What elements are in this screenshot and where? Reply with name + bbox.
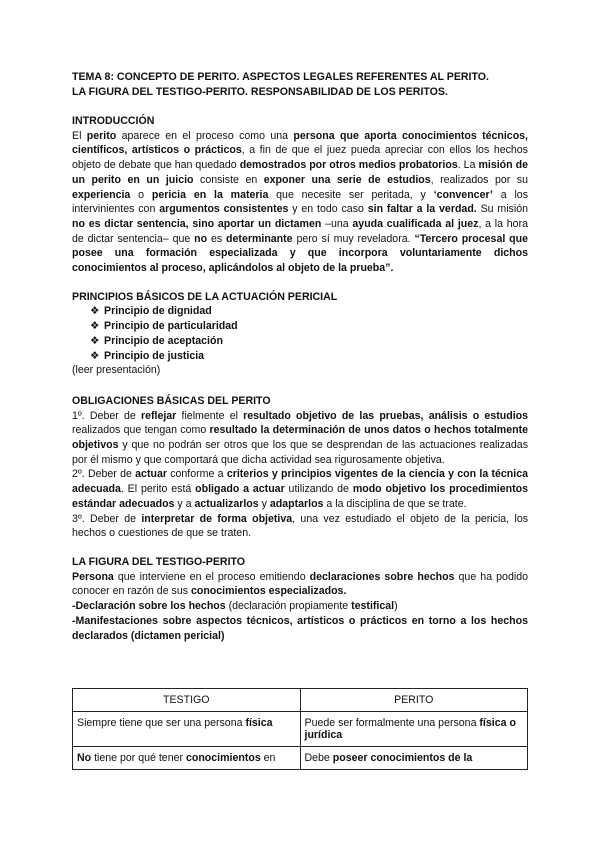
table-cell: [300, 712, 528, 747]
text-run: Debe: [304, 752, 333, 764]
bold-text: poseer conocimientos de la: [332, 752, 473, 764]
bold-text: sin faltar a la verdad.: [367, 203, 477, 216]
bold-text: determinante: [226, 232, 293, 245]
bold-text: No: [77, 752, 92, 764]
text-run: (declaración propiamente: [225, 600, 352, 613]
text-run: y: [258, 497, 270, 510]
text-run: –una: [321, 217, 353, 230]
bold-text: modo objetivo los procedimientos estándar adecuados: [72, 483, 528, 510]
text-run: realizados que tengan como: [72, 424, 210, 437]
table-row: [73, 712, 528, 747]
bold-text: misión de un perito en un juicio: [72, 159, 528, 186]
bold-text: resultado objetivo de las pruebas, análisis o estudios: [243, 409, 528, 422]
bold-text: reflejar: [140, 409, 177, 422]
bold-text: exponer una serie de estudios: [263, 173, 431, 186]
diamond-bullet-icon: ❖: [90, 320, 100, 333]
bold-text: -Declaración sobre los hechos: [72, 600, 226, 613]
bold-text: experiencia: [72, 188, 131, 201]
bold-text: interpretar de forma objetiva: [141, 512, 293, 525]
text-run: es: [207, 232, 227, 245]
principle-item: [90, 334, 528, 349]
document-page: [72, 70, 528, 657]
text-run: . El perito está: [120, 483, 196, 496]
text-run: . La: [457, 159, 479, 172]
principle-label: Principio de justicia: [104, 349, 205, 362]
table-cell: [73, 712, 301, 747]
text-run: fielmente el: [176, 409, 244, 422]
bold-text: no es dictar sentencia, sino aportar un dictamen: [72, 217, 322, 230]
bold-text: declaraciones sobre hechos: [309, 570, 455, 583]
section-heading: PRINCIPIOS BÁSICOS DE LA ACTUACIÓN PERICIAL: [72, 290, 338, 303]
comparison-table: [72, 688, 528, 770]
column-header-perito: PERITO: [300, 689, 528, 712]
text-run: conforme a: [166, 468, 227, 481]
text-run: utilizando de: [284, 483, 353, 496]
section-obligaciones: [72, 394, 528, 541]
bold-text: pericia en la materia: [151, 188, 269, 201]
text-run: que interviene en el proceso emitiendo: [113, 570, 310, 583]
text-run: tiene por qué tener: [91, 752, 186, 764]
bold-text: persona que aporta conocimientos técnicos, científicos, artísticos o prácticos: [72, 129, 529, 157]
section-testigo-perito: [72, 555, 528, 643]
bold-text: Persona: [72, 570, 114, 583]
obligation-paragraph: [72, 512, 528, 541]
obligation-paragraph: [72, 467, 528, 511]
title-line-1: TEMA 8: CONCEPTO DE PERITO. ASPECTOS LEGALES REFERENTES AL PERITO.: [72, 71, 489, 83]
text-run: y en todo caso: [288, 203, 368, 216]
text-run: El: [72, 129, 87, 142]
principles-list: [72, 304, 528, 363]
text-run: Puede ser formalmente una persona: [304, 717, 480, 729]
section-heading: OBLIGACIONES BÁSICAS DEL PERITO: [72, 394, 271, 407]
bold-text: ayuda cualificada al juez: [352, 217, 479, 230]
text-run: Su misión: [476, 203, 528, 216]
principle-label: Principio de dignidad: [104, 305, 212, 318]
testigo-paragraph: [72, 599, 528, 614]
section-heading: LA FIGURA DEL TESTIGO-PERITO: [72, 555, 246, 568]
diamond-bullet-icon: ❖: [90, 305, 100, 318]
bold-text: conocimientos especializados.: [190, 585, 347, 598]
bold-text: criterios y principios vigentes de la ciencia y con la técnica adecuada: [72, 468, 528, 496]
principle-item: [90, 349, 528, 364]
bold-text: actuar: [135, 468, 167, 481]
text-run: 3º. Deber de: [72, 512, 142, 525]
text-run: que necesite ser peritada, y: [268, 188, 434, 201]
text-run: , a fin de que el juez pueda apreciar con ellos los hechos objeto de debate que han quedado: [72, 144, 528, 172]
document-title: [72, 70, 528, 100]
bold-text: obligado a actuar: [195, 483, 285, 496]
table-header-row: [73, 689, 528, 712]
bold-text: física: [245, 717, 273, 729]
bold-text: conocimientos: [185, 752, 261, 764]
bold-text: argumentos consistentes: [159, 203, 289, 216]
principle-item: [90, 304, 528, 319]
text-run: en: [260, 752, 276, 764]
bold-text: -Manifestaciones sobre aspectos técnicos, artísticos o prácticos en torno a los hechos declarados (dictamen pericial): [72, 614, 528, 642]
bold-text: física o jurídica: [304, 717, 516, 741]
text-run: , realizados por su: [430, 173, 528, 186]
bold-text: no: [194, 232, 208, 245]
diamond-bullet-icon: ❖: [90, 334, 100, 347]
text-run: , una vez estudiado el objeto de la pericia, los hechos o cuestiones de que se traten.: [72, 512, 529, 540]
bold-text: demostrados por otros medios probatorios: [239, 159, 458, 172]
bold-text: testifical: [351, 600, 395, 613]
column-header-testigo: TESTIGO: [73, 689, 301, 712]
section-introduccion: [72, 114, 528, 276]
table-cell: [73, 747, 301, 770]
principle-item: [90, 319, 528, 334]
principles-note: (leer presentación): [72, 364, 161, 377]
intro-paragraph: [72, 129, 528, 276]
diamond-bullet-icon: ❖: [90, 349, 100, 362]
text-run: a los intervinientes con: [72, 188, 528, 216]
text-run: consiste en: [193, 173, 264, 186]
text-run: o: [130, 188, 152, 201]
text-run: 1º. Deber de: [72, 409, 141, 422]
table-row: [73, 747, 528, 770]
principle-label: Principio de aceptación: [104, 334, 223, 347]
text-run: , a la hora de dictar sentencia– que: [72, 217, 528, 245]
text-run: pero sí muy reveladora.: [292, 232, 415, 245]
text-run: y que no podrán ser otros que los que se desprendan de las actuaciones realizadas por él mismo y que comportará que dicha actividad sea rigurosamente objetiva.: [72, 439, 528, 466]
bold-text: actualizarlos: [194, 497, 259, 510]
testigo-paragraph: [72, 614, 528, 643]
bold-text: “Tercero procesal que posee una formación especializada y que incorpora voluntariamente dichos conocimientos al proceso, aplicándolos al objeto de la prueba”.: [72, 232, 528, 275]
obligation-paragraph: [72, 409, 528, 468]
text-run: ): [394, 600, 398, 613]
section-principios: [72, 290, 528, 378]
text-run: que ha podido conocer en razón de sus: [72, 570, 528, 598]
text-run: y a: [174, 497, 195, 510]
title-line-2: LA FIGURA DEL TESTIGO-PERITO. RESPONSABILIDAD DE LOS PERITOS.: [72, 86, 448, 98]
bold-text: ‘convencer’: [433, 188, 493, 201]
text-run: aparece en el proceso como una: [116, 129, 294, 142]
text-run: Siempre tiene que ser una persona: [77, 717, 246, 729]
text-run: a la disciplina de que se trate.: [323, 497, 467, 510]
text-run: 2º. Deber de: [72, 468, 136, 481]
bold-text: resultado la determinación de unos datos o hechos totalmente objetivos: [72, 424, 528, 452]
section-heading: INTRODUCCIÓN: [72, 115, 155, 127]
principle-label: Principio de particularidad: [104, 320, 238, 333]
table-cell: [300, 747, 528, 770]
bold-text: perito: [86, 129, 117, 142]
testigo-paragraph: [72, 570, 528, 599]
bold-text: adaptarlos: [269, 497, 324, 510]
